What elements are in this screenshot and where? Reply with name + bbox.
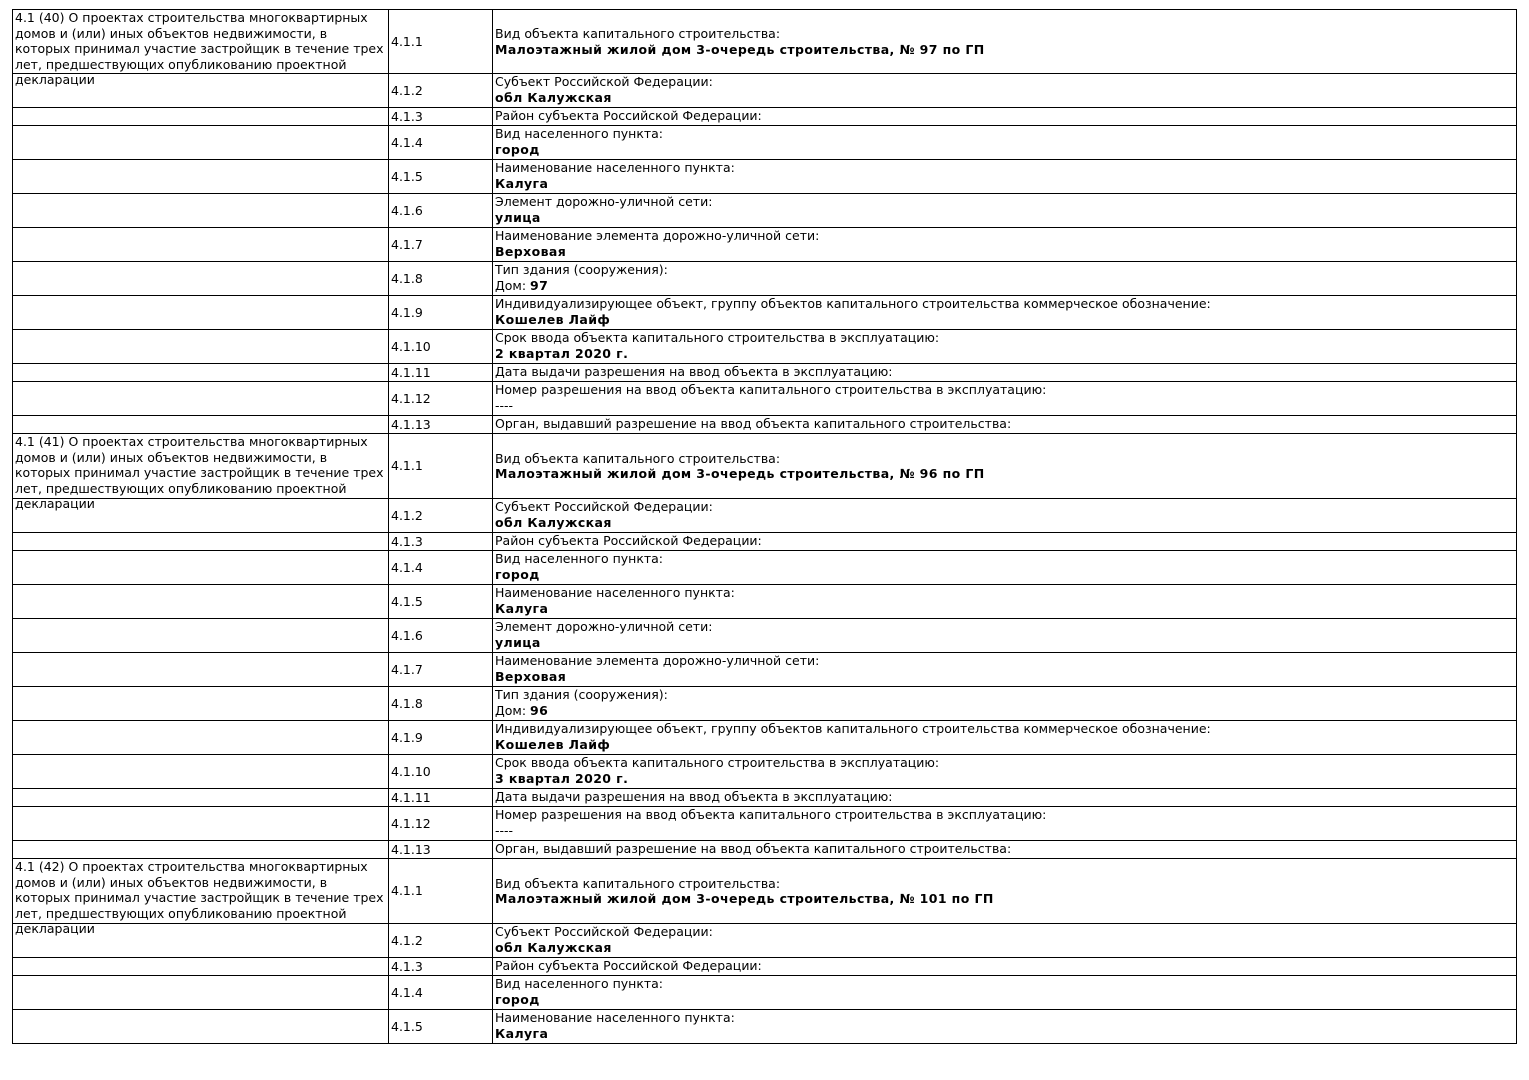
table-row	[12, 976, 1517, 1010]
row-content	[493, 262, 1516, 295]
empty-cell	[13, 194, 389, 227]
table-row	[12, 364, 1517, 382]
row-content	[493, 653, 1516, 686]
row-label: Район субъекта Российской Федерации:	[495, 108, 762, 123]
row-content	[493, 807, 1516, 840]
row-content	[493, 194, 1516, 227]
row-content	[493, 160, 1516, 193]
building-number: 97	[530, 277, 549, 293]
empty-cell	[13, 841, 389, 858]
row-content	[493, 108, 1516, 125]
table-row	[12, 585, 1517, 619]
row-content	[493, 924, 1516, 957]
row-label: Вид объекта капитального строительства:	[495, 875, 781, 891]
row-content	[493, 859, 1516, 923]
row-code: 4.1.5	[389, 585, 493, 618]
row-content	[493, 976, 1516, 1009]
row-value: ----	[495, 822, 514, 838]
empty-cell	[13, 382, 389, 415]
table-row	[12, 619, 1517, 653]
row-label: Вид населенного пункта:	[495, 551, 664, 566]
row-value: город	[495, 566, 540, 582]
empty-cell	[13, 551, 389, 584]
row-value: Малоэтажный жилой дом 3-очередь строительства, № 97 по ГП	[495, 41, 985, 57]
row-content	[493, 687, 1516, 720]
row-code: 4.1.3	[389, 533, 493, 550]
row-value: ----	[495, 397, 514, 413]
row-code: 4.1.11	[389, 789, 493, 806]
row-code: 4.1.3	[389, 108, 493, 125]
row-value: Кошелев Лайф	[495, 311, 611, 327]
table-row	[12, 551, 1517, 585]
row-label: Наименование населенного пункта:	[495, 160, 735, 175]
table-row	[12, 807, 1517, 841]
table-row	[12, 228, 1517, 262]
building-number: 96	[530, 702, 549, 718]
empty-cell	[13, 789, 389, 806]
row-content	[493, 10, 1516, 73]
row-label: Район субъекта Российской Федерации:	[495, 533, 762, 548]
section-title: 4.1 (40) О проектах строительства многоквартирных домов и (или) иных объектов недвижимости, в которых принимал участие застройщик в течение трех лет, предшествующих опубликованию проектной декларации	[13, 10, 389, 73]
row-content	[493, 74, 1516, 107]
table-row	[12, 653, 1517, 687]
row-label: Тип здания (сооружения):	[495, 262, 668, 277]
row-value: 3 квартал 2020 г.	[495, 770, 629, 786]
empty-cell	[13, 296, 389, 329]
row-content	[493, 382, 1516, 415]
row-label: Наименование населенного пункта:	[495, 1010, 735, 1025]
row-code: 4.1.3	[389, 958, 493, 975]
building-prefix: Дом:	[495, 702, 527, 718]
row-label: Орган, выдавший разрешение на ввод объекта капитального строительства:	[495, 841, 1012, 856]
row-content	[493, 126, 1516, 159]
empty-cell	[13, 755, 389, 788]
empty-cell	[13, 653, 389, 686]
row-code: 4.1.12	[389, 807, 493, 840]
row-label: Элемент дорожно-уличной сети:	[495, 619, 713, 634]
row-code: 4.1.10	[389, 755, 493, 788]
empty-cell	[13, 364, 389, 381]
table-row	[12, 108, 1517, 126]
table-row	[12, 789, 1517, 807]
row-code: 4.1.1	[389, 434, 493, 498]
table-row	[12, 160, 1517, 194]
empty-cell	[13, 262, 389, 295]
table-row	[12, 499, 1517, 533]
row-code: 4.1.8	[389, 262, 493, 295]
row-code: 4.1.2	[389, 74, 493, 107]
table-row	[12, 126, 1517, 160]
row-value: улица	[495, 634, 541, 650]
row-value: город	[495, 991, 540, 1007]
row-code: 4.1.8	[389, 687, 493, 720]
table-row	[12, 382, 1517, 416]
row-code: 4.1.13	[389, 841, 493, 858]
row-value: Малоэтажный жилой дом 3-очередь строительства, № 101 по ГП	[495, 891, 994, 906]
row-label: Вид населенного пункта:	[495, 126, 664, 141]
row-code: 4.1.9	[389, 721, 493, 754]
row-label: Номер разрешения на ввод объекта капитального строительства в эксплуатацию:	[495, 382, 1047, 397]
row-label: Субъект Российской Федерации:	[495, 499, 713, 514]
empty-cell	[13, 585, 389, 618]
row-content	[493, 841, 1516, 858]
table-row	[12, 721, 1517, 755]
row-label: Индивидуализирующее объект, группу объектов капитального строительства коммерческое обозначение:	[495, 296, 1211, 311]
empty-cell	[13, 74, 389, 107]
row-code: 4.1.12	[389, 382, 493, 415]
table-row	[12, 958, 1517, 976]
empty-cell	[13, 958, 389, 975]
row-content	[493, 1010, 1516, 1043]
row-code: 4.1.1	[389, 859, 493, 923]
section-title: 4.1 (41) О проектах строительства многоквартирных домов и (или) иных объектов недвижимости, в которых принимал участие застройщик в течение трех лет, предшествующих опубликованию проектной декларации	[13, 434, 389, 498]
empty-cell	[13, 499, 389, 532]
empty-cell	[13, 160, 389, 193]
row-code: 4.1.6	[389, 194, 493, 227]
row-content	[493, 296, 1516, 329]
empty-cell	[13, 807, 389, 840]
row-label: Наименование элемента дорожно-уличной сети:	[495, 653, 820, 668]
row-value: Верховая	[495, 243, 567, 259]
row-content	[493, 533, 1516, 550]
row-content	[493, 619, 1516, 652]
row-code: 4.1.5	[389, 160, 493, 193]
section-title: 4.1 (42) О проектах строительства многоквартирных домов и (или) иных объектов недвижимости, в которых принимал участие застройщик в течение трех лет, предшествующих опубликованию проектной декларации	[13, 859, 389, 923]
row-code: 4.1.9	[389, 296, 493, 329]
row-value: улица	[495, 209, 541, 225]
row-label: Индивидуализирующее объект, группу объектов капитального строительства коммерческое обозначение:	[495, 721, 1211, 736]
table-row	[12, 533, 1517, 551]
row-label: Субъект Российской Федерации:	[495, 924, 713, 939]
row-value: Малоэтажный жилой дом 3-очередь строительства, № 96 по ГП	[495, 466, 985, 481]
table-row	[12, 262, 1517, 296]
row-label: Срок ввода объекта капитального строительства в эксплуатацию:	[495, 755, 940, 770]
row-code: 4.1.10	[389, 330, 493, 363]
empty-cell	[13, 721, 389, 754]
row-content	[493, 551, 1516, 584]
empty-cell	[13, 924, 389, 957]
row-code: 4.1.5	[389, 1010, 493, 1043]
table-row	[12, 1010, 1517, 1044]
row-content	[493, 228, 1516, 261]
row-code: 4.1.4	[389, 976, 493, 1009]
row-content	[493, 416, 1516, 433]
empty-cell	[13, 228, 389, 261]
row-value: Калуга	[495, 1025, 549, 1041]
row-value	[495, 278, 1514, 294]
table-row	[12, 296, 1517, 330]
table-row	[12, 924, 1517, 958]
row-label: Вид объекта капитального строительства:	[495, 26, 781, 41]
building-prefix: Дом:	[495, 277, 527, 293]
row-label: Субъект Российской Федерации:	[495, 74, 713, 89]
row-value: обл Калужская	[495, 89, 612, 105]
empty-cell	[13, 687, 389, 720]
table-row	[12, 330, 1517, 364]
row-code: 4.1.11	[389, 364, 493, 381]
table-row	[12, 687, 1517, 721]
empty-cell	[13, 1010, 389, 1043]
row-label: Элемент дорожно-уличной сети:	[495, 194, 713, 209]
table-row	[12, 841, 1517, 859]
table-row	[12, 194, 1517, 228]
row-code: 4.1.7	[389, 228, 493, 261]
empty-cell	[13, 416, 389, 433]
row-value: город	[495, 141, 540, 157]
empty-cell	[13, 108, 389, 125]
row-code: 4.1.6	[389, 619, 493, 652]
empty-cell	[13, 619, 389, 652]
row-label: Тип здания (сооружения):	[495, 687, 668, 702]
row-value: Калуга	[495, 175, 549, 191]
declaration-table	[12, 9, 1517, 1044]
row-label: Район субъекта Российской Федерации:	[495, 958, 762, 973]
row-content	[493, 789, 1516, 806]
row-code: 4.1.13	[389, 416, 493, 433]
row-content	[493, 585, 1516, 618]
row-value: Кошелев Лайф	[495, 736, 611, 752]
table-row	[12, 755, 1517, 789]
row-value: Калуга	[495, 600, 549, 616]
empty-cell	[13, 533, 389, 550]
row-content	[493, 499, 1516, 532]
row-label: Дата выдачи разрешения на ввод объекта в эксплуатацию:	[495, 789, 893, 804]
row-code: 4.1.2	[389, 499, 493, 532]
row-code: 4.1.4	[389, 551, 493, 584]
row-content	[493, 330, 1516, 363]
row-content	[493, 958, 1516, 975]
row-value: Верховая	[495, 668, 567, 684]
row-code: 4.1.1	[389, 10, 493, 73]
empty-cell	[13, 976, 389, 1009]
table-row	[12, 416, 1517, 434]
row-label: Наименование элемента дорожно-уличной сети:	[495, 228, 820, 243]
row-label: Срок ввода объекта капитального строительства в эксплуатацию:	[495, 330, 940, 345]
table-row	[12, 74, 1517, 108]
row-content	[493, 721, 1516, 754]
row-label: Номер разрешения на ввод объекта капитального строительства в эксплуатацию:	[495, 807, 1047, 822]
row-code: 4.1.7	[389, 653, 493, 686]
row-label: Наименование населенного пункта:	[495, 585, 735, 600]
row-value: обл Калужская	[495, 514, 612, 530]
empty-cell	[13, 126, 389, 159]
empty-cell	[13, 330, 389, 363]
row-value: 2 квартал 2020 г.	[495, 345, 629, 361]
row-content	[493, 755, 1516, 788]
row-label: Орган, выдавший разрешение на ввод объекта капитального строительства:	[495, 416, 1012, 431]
row-value	[495, 703, 1514, 719]
row-code: 4.1.4	[389, 126, 493, 159]
row-code: 4.1.2	[389, 924, 493, 957]
row-label: Вид населенного пункта:	[495, 976, 664, 991]
row-content	[493, 364, 1516, 381]
row-value: обл Калужская	[495, 939, 612, 955]
row-label: Вид объекта капитального строительства:	[495, 450, 781, 466]
row-content	[493, 434, 1516, 498]
row-label: Дата выдачи разрешения на ввод объекта в эксплуатацию:	[495, 364, 893, 379]
